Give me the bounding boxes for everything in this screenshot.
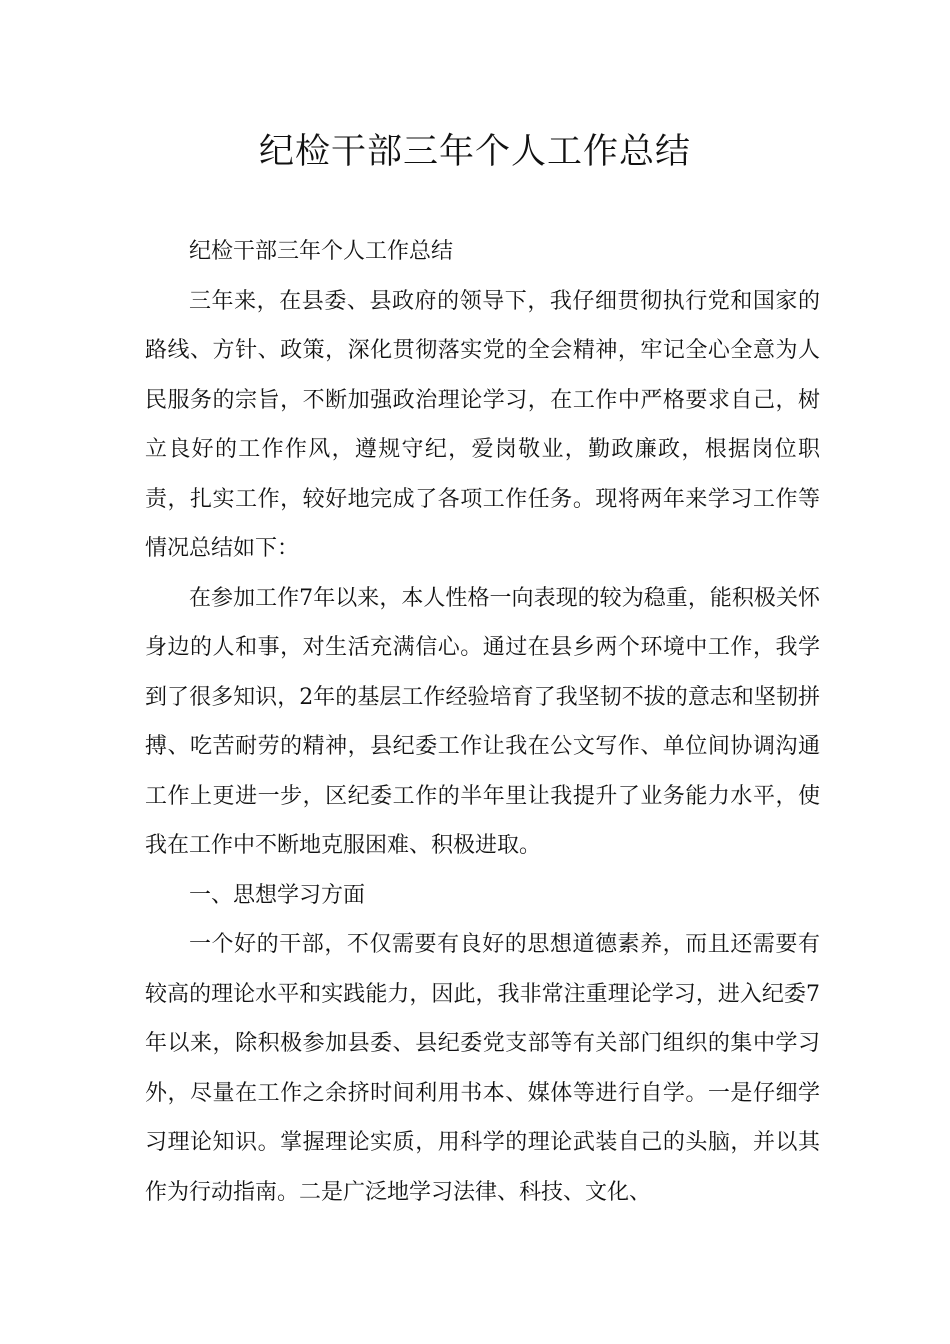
section-heading: 一、思想学习方面 <box>189 882 366 908</box>
intro-paragraph: 三年来，在县委、县政府的领导下，我仔细贯彻执行党和国家的路线、方针、政策，深化贯彻落实党的全会精神，牢记全心全意为人民服务的宗旨，不断加强政治理论学习，在工作中严格要求自己，树立良好的工作作风，遵规守纪，爱岗敬业，勤政廉政，根据岗位职责，扎实工作，较好地完成了各项工作任务。现将两年来学习工作等情况总结如下： <box>145 288 820 561</box>
study-paragraph: 一个好的干部，不仅需要有良好的思想道德素养，而且还需要有较高的理论水平和实践能力，因此，我非常注重理论学习，进入纪委7年以来，除积极参加县委、县纪委党支部等有关部门组织的集中学习外，尽量在工作之余挤时间利用书本、媒体等进行自学。一是仔细学习理论知识。掌握理论实质，用科学的理论武装自己的头脑，并以其作为行动指南。二是广泛地学习法律、科技、文化、 <box>145 932 820 1205</box>
experience-paragraph: 在参加工作7年以来，本人性格一向表现的较为稳重，能积极关怀身边的人和事，对生活充满信心。通过在县乡两个环境中工作，我学到了很多知识，2年的基层工作经验培育了我坚韧不拔的意志和坚韧拼搏、吃苦耐劳的精神，县纪委工作让我在公文写作、单位间协调沟通工作上更进一步，区纪委工作的半年里让我提升了业务能力水平，使我在工作中不断地克服困难、积极进取。 <box>145 585 820 858</box>
subtitle-paragraph: 纪检干部三年个人工作总结 <box>189 239 454 264</box>
document-title: 纪检干部三年个人工作总结 <box>258 132 691 172</box>
document-body <box>145 227 820 1217</box>
